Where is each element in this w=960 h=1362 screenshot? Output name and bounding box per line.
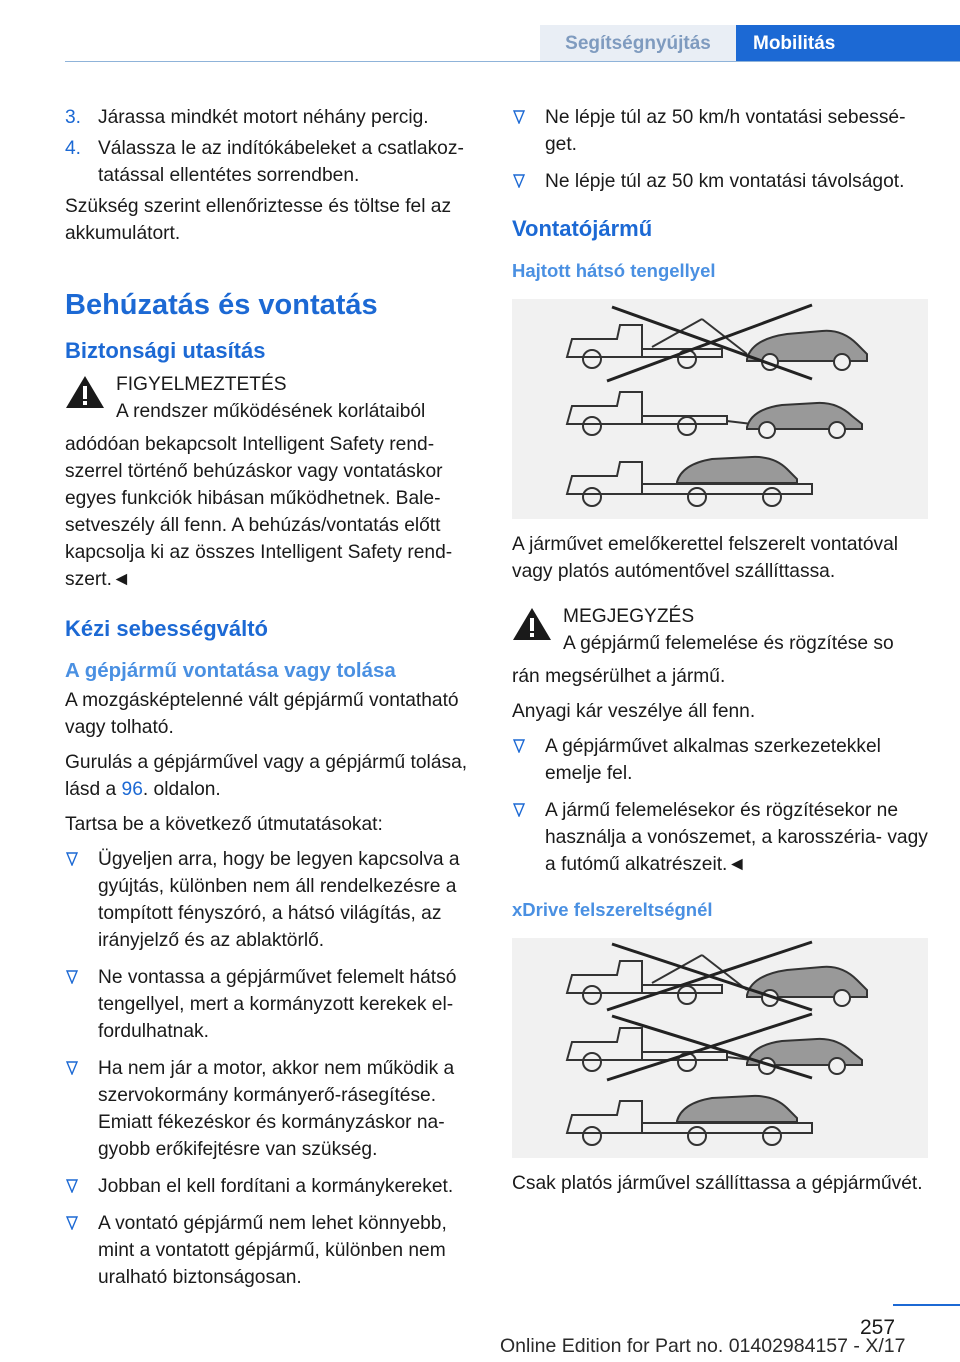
tow-paragraph-2 bbox=[65, 749, 477, 803]
list-item bbox=[65, 1055, 477, 1163]
page-number-rule bbox=[893, 1304, 960, 1306]
list-item bbox=[65, 1173, 477, 1200]
note-block bbox=[512, 603, 930, 663]
triangle-bullet-icon bbox=[66, 970, 78, 984]
triangle-bullet-icon bbox=[66, 1061, 78, 1075]
list-item bbox=[65, 964, 477, 1045]
note-text: rán megsérülhet a jármű. bbox=[512, 666, 726, 687]
manual-gearbox-heading: Kézi sebességváltó bbox=[65, 616, 268, 641]
header-divider bbox=[65, 61, 960, 62]
list-item-text: Ne lépje túl az 50 km/h vontatási sebességet. bbox=[545, 107, 906, 155]
list-item bbox=[512, 733, 930, 787]
triangle-bullet-icon bbox=[66, 1216, 78, 1230]
left-column bbox=[65, 104, 477, 1301]
note-paragraph-2: Anyagi kár veszélye áll fenn. bbox=[512, 701, 756, 722]
list-item bbox=[512, 797, 930, 878]
tow-paragraph-1: A mozgásképtelenné vált gépjármű vontatható vagy tolható. bbox=[65, 690, 459, 738]
list-item bbox=[512, 168, 930, 195]
warning-text: adódóan bekapcsolt Intelligent Safety rendszerrel történő behúzáskor vagy vontatáskor egyes funkciók hibásan működhetnek. Balesetveszély áll fenn. A behúzás/vontatás előtt kapcsolja ki az összes Intelligent Safety rendszert.◄ bbox=[65, 434, 453, 590]
safety-heading: Biztonsági utasítás bbox=[65, 338, 266, 363]
after-steps-text: Szükség szerint ellenőriztesse és töltse fel az akkumulátort. bbox=[65, 196, 452, 244]
step-4 bbox=[65, 135, 477, 189]
list-item-text: A vontató gépjármű nem lehet könnyebb, mint a vontatott gépjármű, különben nem uralható biztonságosan. bbox=[98, 1213, 447, 1288]
rear-axle-heading: Hajtott hátsó tengellyel bbox=[512, 260, 716, 281]
tow-truck-illustration bbox=[512, 938, 928, 1158]
xdrive-heading: xDrive felszereltségnél bbox=[512, 899, 713, 920]
step-number: 4. bbox=[65, 138, 82, 159]
triangle-bullet-icon bbox=[66, 852, 78, 866]
list-item-text: Ne lépje túl az 50 km vontatási távolságot. bbox=[545, 171, 905, 192]
tow-truck-illustration bbox=[512, 299, 928, 519]
page-number: 257 bbox=[860, 1316, 896, 1339]
step-3 bbox=[65, 104, 477, 131]
step-text: Járassa mindkét motort néhány percig. bbox=[98, 107, 429, 128]
list-item-text: Ügyeljen arra, hogy be legyen kapcsolva a gyújtás, különben nem áll rendelkezésre a tompított fényszóró, a hátsó világítás, az irányjelző és az ablaktörlő. bbox=[98, 849, 460, 951]
warning-icon bbox=[65, 375, 105, 409]
list-item-text: Ha nem jár a motor, akkor nem működik a szervokormány kormányerő-rásegítése. Emiatt fékezéskor és kormányzáskor nagyobb erőkifejtésre van szükség. bbox=[98, 1058, 455, 1160]
header-chapter-tab[interactable]: Mobilitás bbox=[736, 25, 960, 62]
triangle-bullet-icon bbox=[513, 803, 525, 817]
page-title: Behúzatás és vontatás bbox=[65, 289, 378, 321]
list-item bbox=[65, 1210, 477, 1291]
towing-illustration-rear-axle bbox=[512, 299, 928, 519]
tow-paragraph-2-text: Gurulás a gépjárművel vagy a gépjármű tolása, lásd a bbox=[65, 752, 468, 800]
step-number: 3. bbox=[65, 107, 82, 128]
triangle-bullet-icon bbox=[513, 110, 525, 124]
warning-icon bbox=[512, 607, 552, 641]
list-item-text: Jobban el kell fordítani a kormánykereket. bbox=[98, 1176, 454, 1197]
warning-block bbox=[65, 371, 477, 431]
note-label: MEGJEGYZÉS bbox=[563, 606, 695, 627]
figure-caption-1: A járművet emelőkerettel felszerelt vontatóval vagy platós autómentővel szállíttassa. bbox=[512, 534, 899, 582]
triangle-bullet-icon bbox=[513, 739, 525, 753]
tow-paragraph-2-suffix: . oldalon. bbox=[142, 779, 221, 800]
tow-paragraph-3: Tartsa be a következő útmutatásokat: bbox=[65, 814, 383, 835]
towing-illustration-xdrive bbox=[512, 938, 928, 1158]
warning-first-line: A rendszer működésének korlátaiból bbox=[116, 401, 426, 422]
note-first-line: A gépjármű felemelése és rögzítése so bbox=[563, 633, 894, 654]
header-section-tab[interactable]: Segítségnyújtás bbox=[540, 25, 736, 62]
footer-edition: Online Edition for Part no. 01402984157 - X/17 bbox=[500, 1335, 906, 1357]
tow-push-heading: A gépjármű vontatása vagy tolása bbox=[65, 659, 396, 682]
right-column bbox=[512, 104, 930, 1205]
list-item-text: Ne vontassa a gépjárművet felemelt hátsó tengellyel, mert a kormányzott kerekek elfordulhatnak. bbox=[98, 967, 457, 1042]
list-item-text: A jármű felemelésekor és rögzítésekor ne használja a vonószemet, a karosszéria- vagy a futómű alkatrészeit.◄ bbox=[545, 800, 928, 875]
list-item bbox=[65, 846, 477, 954]
triangle-bullet-icon bbox=[66, 1179, 78, 1193]
page-link-96[interactable]: 96 bbox=[121, 779, 143, 800]
list-item-text: A gépjárművet alkalmas szerkezetekkel emelje fel. bbox=[545, 736, 881, 784]
triangle-bullet-icon bbox=[513, 174, 525, 188]
list-item bbox=[512, 104, 930, 158]
warning-label: FIGYELMEZTETÉS bbox=[116, 374, 287, 395]
tow-vehicle-heading: Vontatójármű bbox=[512, 216, 653, 241]
step-text: Válassza le az indítókábeleket a csatlakoztatással ellentétes sorrendben. bbox=[98, 138, 464, 186]
figure-caption-2: Csak platós járművel szállíttassa a gépjárművét. bbox=[512, 1173, 923, 1194]
